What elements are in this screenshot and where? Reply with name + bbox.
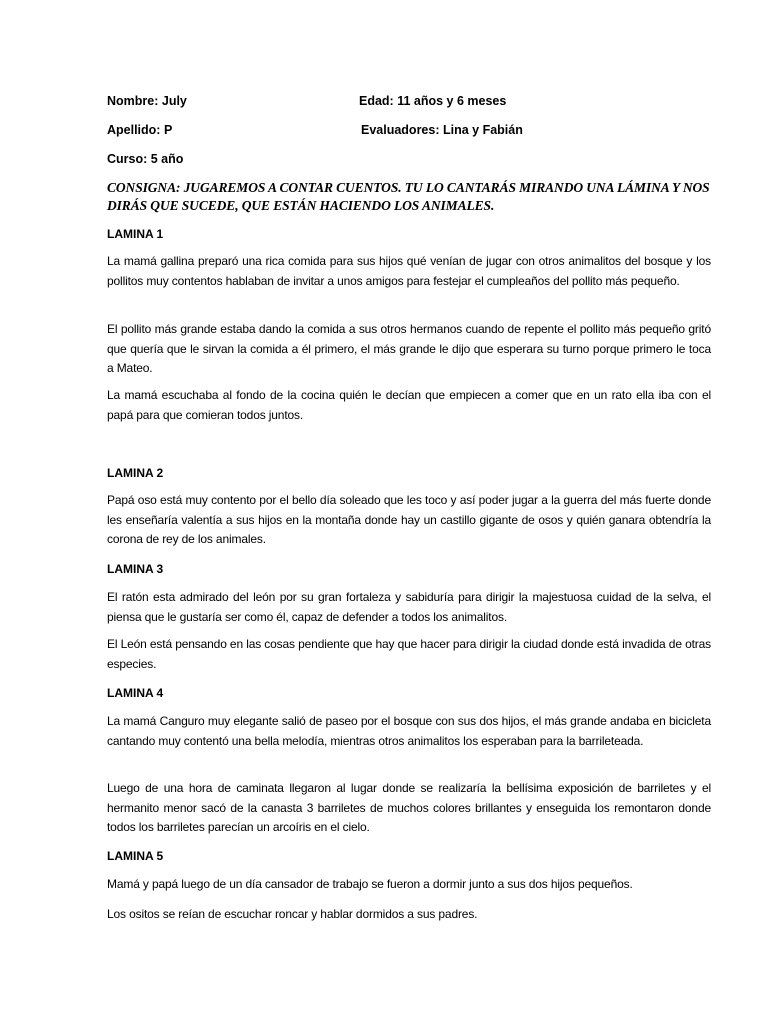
- lamina-4-heading: LAMINA 4: [107, 686, 164, 700]
- lamina-1-paragraph-3: La mamá escuchaba al fondo de la cocina quién le decían que empiecen a comer que en un rato ella iba con el papá para que comieran todos juntos.: [107, 388, 711, 422]
- lamina-4-paragraph-1: La mamá Canguro muy elegante salió de paseo por el bosque con sus dos hijos, el más grande andaba en bicicleta cantando muy contentó una bella melodía, mientras otros animalitos los esperaban para la barriletеada.: [107, 714, 711, 748]
- lamina-2-heading: LAMINA 2: [107, 466, 164, 480]
- consigna-instruction: CONSIGNA: JUGAREMOS A CONTAR CUENTOS. TU LO CANTARÁS MIRANDO UNA LÁMINA Y NOS DIRÁS QUE SUCEDE, QUE ESTÁN HACIENDO LOS ANIMALES.: [107, 180, 710, 213]
- apellido-field: Apellido: P: [107, 123, 173, 137]
- lamina-3-paragraph-1: El ratón esta admirado del león por su gran fortaleza y sabiduría para dirigir la majestuosa cuidad de la selva, el piensa que le gustaría ser como él, capaz de defender a todos los animalitos.: [107, 590, 711, 624]
- lamina-1-paragraph-1: La mamá gallina preparó una rica comida para sus hijos qué venían de jugar con otros animalitos del bosque y los pollitos muy contentos hablaban de invitar a unos amigos para festejar el cumpleaños del pollito más pequeño.: [107, 254, 711, 288]
- curso-field: Curso: 5 año: [107, 152, 184, 166]
- lamina-5-heading: LAMINA 5: [107, 849, 164, 863]
- lamina-3-heading: LAMINA 3: [107, 562, 164, 576]
- lamina-5-paragraph-1: Mamá y papá luego de un día cansador de trabajo se fueron a dormir junto a sus dos hijos pequeños.: [107, 877, 633, 891]
- lamina-4-paragraph-2: Luego de una hora de caminata llegaron al lugar donde se realizaría la bellísima exposición de barriletes y el hermanito menor sacó de la canasta 3 barriletes de muchos colores brillantes y enseguida los remontaron donde todos los barriletes parecían un arcoíris en el cielo.: [107, 781, 711, 834]
- lamina-1-heading: LAMINA 1: [107, 227, 164, 241]
- lamina-5-paragraph-2: Los ositos se reían de escuchar roncar y hablar dormidos a sus padres.: [107, 907, 478, 921]
- nombre-field: Nombre: July: [107, 94, 187, 108]
- edad-field: Edad: 11 años y 6 meses: [359, 94, 507, 108]
- evaluadores-field: Evaluadores: Lina y Fabián: [361, 123, 523, 137]
- lamina-1-paragraph-2: El pollito más grande estaba dando la comida a sus otros hermanos cuando de repente el pollito más pequeño gritó que quería que le sirvan la comida a él primero, el más grande le dijo que esperara su turno porque primero le toca a Mateo.: [107, 322, 711, 375]
- lamina-3-paragraph-2: El León está pensando en las cosas pendiente que hay que hacer para dirigir la ciudad donde está invadida de otras especies.: [107, 637, 711, 671]
- lamina-2-paragraph-1: Papá oso está muy contento por el bello día soleado que les toco y así poder jugar a la guerra del más fuerte donde les enseñaría valentía a sus hijos en la montaña donde hay un castillo gigante de osos y quién ganara obtendría la corona de rey de los animales.: [107, 493, 711, 546]
